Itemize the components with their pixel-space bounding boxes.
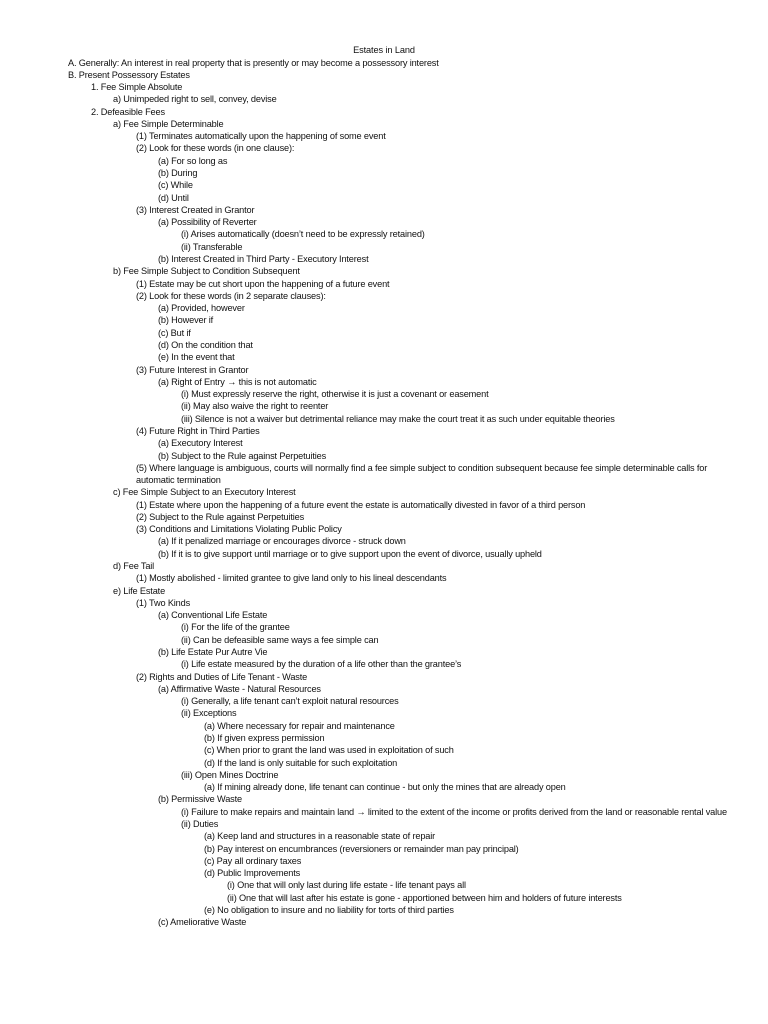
outline-item: c) Fee Simple Subject to an Executory Interest [113, 487, 296, 498]
outline-item: e) Life Estate [113, 585, 166, 596]
outline-item: (1) Terminates automatically upon the happening of some event [136, 131, 386, 142]
outline-item: (d) On the condition that [158, 339, 253, 350]
outline-item: (a) If it penalized marriage or encourages divorce - struck down [158, 536, 406, 547]
outline-item: (2) Rights and Duties of Life Tenant - Waste [136, 671, 308, 682]
outline-item: (b) If given express permission [204, 732, 325, 743]
outline-item: (c) Pay all ordinary taxes [204, 855, 302, 866]
outline-item: (d) Until [158, 192, 189, 203]
outline-item: (3) Conditions and Limitations Violating Public Policy [136, 524, 342, 535]
outline-item: (b) However if [158, 315, 214, 326]
outline-item: (i) Life estate measured by the duration of a life other than the grantee’s [181, 659, 462, 670]
outline-item: a) Unimpeded right to sell, convey, devise [113, 94, 277, 105]
outline-item: (4) Future Right in Third Parties [136, 425, 260, 436]
outline-item: (3) Future Interest in Grantor [136, 364, 249, 375]
outline-item: (e) No obligation to insure and no liability for torts of third parties [204, 904, 454, 915]
outline-item: (c) While [158, 180, 193, 191]
outline-item: A. Generally: An interest in real property that is presently or may become a possessory interest [68, 57, 439, 68]
outline-item: (d) If the land is only suitable for such exploitation [204, 757, 398, 768]
outline-item: (ii) One that will last after his estate is gone - apportioned between him and holders of future interests [227, 892, 622, 903]
page-title: Estates in Land [353, 45, 415, 55]
outline-item: (b) If it is to give support until marriage or to give support upon the event of divorce, usually upheld [158, 548, 542, 559]
outline-item: d) Fee Tail [113, 561, 155, 572]
outline-item: 1. Fee Simple Absolute [91, 82, 183, 93]
outline-item: (a) Possibility of Reverter [158, 217, 257, 228]
outline-item: (i) For the life of the grantee [181, 622, 290, 633]
outline-item: (5) Where language is ambiguous, courts will normally find a fee simple subject to condition subsequent because fee simple determinable calls for automatic termination [136, 462, 708, 486]
outline-item: (b) Subject to the Rule against Perpetuities [158, 450, 327, 461]
outline-item: (i) Must expressly reserve the right, otherwise it is just a covenant or easement [181, 389, 489, 400]
outline-item: (1) Mostly abolished - limited grantee to give land only to his lineal descendants [136, 573, 447, 584]
outline-item: (b) Permissive Waste [158, 794, 242, 805]
outline-item: (b) Pay interest on encumbrances (reversioners or remainder man pay principal) [204, 843, 519, 854]
outline-item: (c) Ameliorative Waste [158, 917, 247, 928]
outline-item: (a) Keep land and structures in a reasonable state of repair [204, 831, 436, 842]
outline-item: (c) When prior to grant the land was used in exploitation of such [204, 745, 454, 756]
outline-item: (i) Failure to make repairs and maintain land → limited to the extent of the income or profits derived from the land or reasonable rental value [181, 806, 727, 817]
outline-list [0, 57, 768, 929]
outline-item: B. Present Possessory Estates [68, 69, 190, 80]
outline-item: (b) During [158, 168, 198, 179]
outline-item: (i) One that will only last during life estate - life tenant pays all [227, 880, 466, 891]
outline-item: (a) Executory Interest [158, 438, 243, 449]
outline-item: (2) Look for these words (in 2 separate clauses): [136, 290, 326, 301]
outline-item: (i) Arises automatically (doesn’t need to be expressly retained) [181, 229, 425, 240]
outline-item: (2) Look for these words (in one clause): [136, 143, 295, 154]
outline-item: (iii) Silence is not a waiver but detrimental reliance may make the court treat it as such under equitable theories [181, 413, 615, 424]
outline-item: (b) Life Estate Pur Autre Vie [158, 647, 268, 658]
outline-item: (ii) Can be defeasible same ways a fee simple can [181, 634, 379, 645]
outline-item: (1) Estate where upon the happening of a future event the estate is automatically divested in favor of a third person [136, 499, 586, 510]
outline-item: (ii) Duties [181, 818, 219, 829]
outline-item: (ii) Exceptions [181, 708, 237, 719]
outline-item: (a) Right of Entry → this is not automatic [158, 376, 317, 387]
outline-item: (a) Affirmative Waste - Natural Resources [158, 683, 321, 694]
outline-item: (a) For so long as [158, 155, 228, 166]
outline-item: (a) Where necessary for repair and maintenance [204, 720, 395, 731]
outline-item: (3) Interest Created in Grantor [136, 204, 255, 215]
outline-item: (a) If mining already done, life tenant can continue - but only the mines that are already open [204, 782, 566, 793]
outline-item: (ii) May also waive the right to reenter [181, 401, 329, 412]
outline-item: (a) Provided, however [158, 303, 245, 314]
outline-item: 2. Defeasible Fees [91, 106, 165, 117]
outline-item: a) Fee Simple Determinable [113, 118, 224, 129]
outline-item: (e) In the event that [158, 352, 235, 363]
outline-item: (b) Interest Created in Third Party - Executory Interest [158, 254, 369, 264]
outline-item: b) Fee Simple Subject to Condition Subsequent [113, 266, 300, 277]
outline-item: (1) Estate may be cut short upon the happening of a future event [136, 278, 390, 289]
outline-item: (ii) Transferable [181, 241, 243, 252]
outline-item: (iii) Open Mines Doctrine [181, 769, 279, 780]
outline-item: (d) Public Improvements [204, 868, 301, 879]
outline-item: (a) Conventional Life Estate [158, 610, 268, 621]
outline-item: (c) But if [158, 327, 191, 338]
outline-item: (1) Two Kinds [136, 597, 191, 608]
outline-item: (2) Subject to the Rule against Perpetuities [136, 511, 305, 522]
outline-item: (i) Generally, a life tenant can’t exploit natural resources [181, 696, 399, 707]
